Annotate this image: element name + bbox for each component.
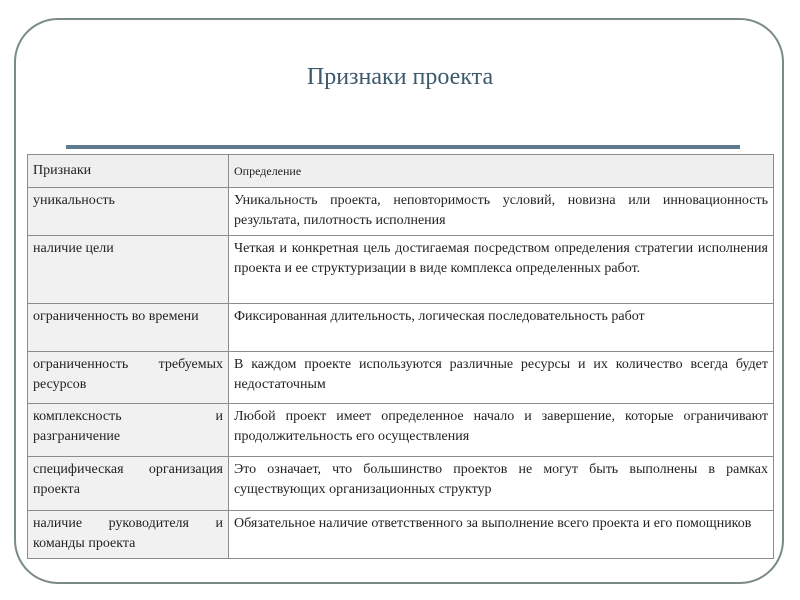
feature-cell: ограниченность требуемых ресурсов	[28, 352, 229, 404]
feature-cell: уникальность	[28, 188, 229, 236]
table-row	[28, 352, 774, 404]
feature-cell: наличие руководителя и команды проекта	[28, 511, 229, 559]
features-table	[27, 154, 774, 559]
definition-cell: Фиксированная длительность, логическая последовательность работ	[229, 304, 774, 352]
definition-cell: Четкая и конкретная цель достигаемая посредством определения стратегии исполнения проекта и ее структуризации в виде комплекса определенных работ.	[229, 236, 774, 304]
header-features: Признаки	[28, 155, 229, 188]
table-row	[28, 457, 774, 511]
feature-cell: комплексность и разграничение	[28, 404, 229, 457]
feature-cell: специфическая организация проекта	[28, 457, 229, 511]
table-row	[28, 304, 774, 352]
definition-cell: Любой проект имеет определенное начало и завершение, которые ограничивают продолжительность его осуществления	[229, 404, 774, 457]
definition-cell: В каждом проекте используются различные ресурсы и их количество всегда будет недостаточным	[229, 352, 774, 404]
header-definition: Определение	[229, 155, 774, 188]
definition-cell: Это означает, что большинство проектов не могут быть выполнены в рамках существующих организационных структур	[229, 457, 774, 511]
definition-cell: Уникальность проекта, неповторимость условий, новизна или инновационность результата, пилотность исполнения	[229, 188, 774, 236]
title-divider	[66, 145, 740, 149]
table-header-row	[28, 155, 774, 188]
table-row	[28, 404, 774, 457]
table-row	[28, 188, 774, 236]
table-row	[28, 511, 774, 559]
definition-cell: Обязательное наличие ответственного за выполнение всего проекта и его помощников	[229, 511, 774, 559]
feature-cell: ограниченность во времени	[28, 304, 229, 352]
page-title: Признаки проекта	[306, 64, 494, 90]
feature-cell: наличие цели	[28, 236, 229, 304]
table-row	[28, 236, 774, 304]
